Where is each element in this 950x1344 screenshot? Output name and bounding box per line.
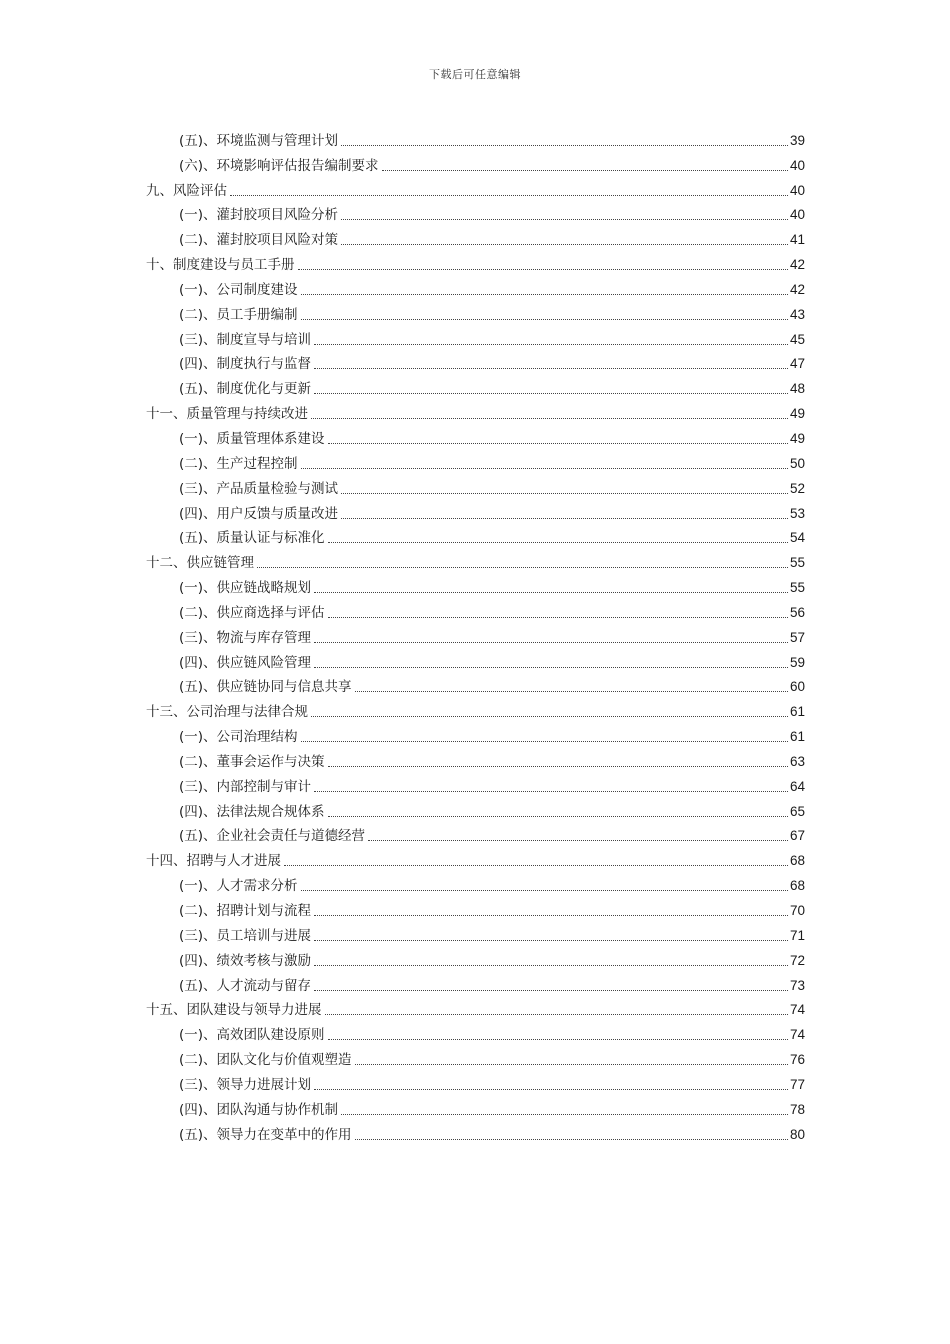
toc-entry-title: (六)、环境影响评估报告编制要求 [179,157,379,174]
toc-dot-leader [328,816,788,817]
toc-dot-leader [355,691,788,692]
toc-section-entry[interactable] [146,573,805,598]
toc-entry-page-number: 50 [789,455,805,471]
toc-entry-title: (五)、人才流动与留存 [179,977,312,994]
toc-dot-leader [301,890,788,891]
toc-dot-leader [311,716,788,717]
toc-dot-leader [328,1039,788,1040]
toc-entry-page-number: 49 [789,430,805,446]
toc-entry-page-number: 74 [789,1002,805,1018]
toc-dot-leader [341,1114,788,1115]
toc-section-entry[interactable] [146,921,805,946]
toc-entry-title: (五)、质量认证与标准化 [179,530,325,547]
toc-entry-title: (五)、领导力在变革中的作用 [179,1126,352,1143]
toc-section-entry[interactable] [146,424,805,449]
toc-dot-leader [328,542,788,543]
toc-dot-leader [328,443,788,444]
toc-entry-page-number: 76 [789,1052,805,1068]
toc-entry-page-number: 70 [789,903,805,918]
toc-entry-page-number: 74 [789,1027,805,1043]
toc-entry-page-number: 40 [789,207,805,223]
toc-dot-leader [314,915,788,916]
toc-dot-leader [314,667,788,668]
toc-section-entry[interactable] [146,623,805,648]
toc-section-entry[interactable] [146,201,805,226]
toc-entry-title: (四)、团队沟通与协作机制 [179,1101,339,1118]
toc-entry-page-number: 72 [789,952,805,968]
toc-dot-leader [341,145,788,146]
toc-entry-page-number: 63 [789,753,805,769]
toc-section-entry[interactable] [146,1070,805,1095]
toc-entry-page-number: 59 [789,654,805,670]
toc-entry-title: (二)、供应商选择与评估 [179,604,325,621]
toc-section-entry[interactable] [146,648,805,673]
page-header: 下载后可任意编辑 [429,68,521,81]
toc-dot-leader [314,592,788,593]
toc-dot-leader [355,1064,788,1065]
toc-section-entry[interactable] [146,896,805,921]
toc-entry-page-number: 42 [789,281,805,297]
toc-entry-page-number: 45 [789,331,805,347]
toc-entry-title: (四)、供应链风险管理 [179,654,312,671]
toc-entry-title: (一)、质量管理体系建设 [179,430,325,447]
toc-entry-page-number: 53 [789,505,805,521]
toc-dot-leader [314,940,788,941]
toc-entry-title: (二)、招聘计划与流程 [179,903,312,919]
toc-entry-title: (一)、人才需求分析 [179,878,298,895]
toc-chapter-entry[interactable] [146,548,805,573]
toc-dot-leader [284,865,788,866]
toc-entry-title: (三)、内部控制与审计 [179,778,312,795]
toc-section-entry[interactable] [146,822,805,847]
toc-entry-title: (一)、供应链战略规划 [179,580,312,597]
toc-entry-title: (一)、高效团队建设原则 [179,1027,325,1044]
toc-entry-title: 九、风险评估 [146,182,227,199]
toc-section-entry[interactable] [146,126,805,151]
toc-entry-page-number: 61 [789,729,805,745]
toc-entry-title: (五)、供应链协同与信息共享 [179,679,352,696]
toc-section-entry[interactable] [146,1095,805,1120]
toc-entry-page-number: 49 [789,406,805,422]
toc-chapter-entry[interactable] [146,176,805,201]
toc-section-entry[interactable] [146,1045,805,1070]
toc-entry-title: (一)、公司治理结构 [179,729,298,746]
toc-section-entry[interactable] [146,797,805,822]
toc-entry-title: (二)、员工手册编制 [179,306,298,323]
toc-entry-page-number: 60 [789,679,805,695]
toc-section-entry[interactable] [146,374,805,399]
toc-entry-page-number: 57 [789,629,805,645]
toc-section-entry[interactable] [146,598,805,623]
toc-dot-leader [341,518,788,519]
toc-dot-leader [314,965,788,966]
toc-entry-title: (二)、董事会运作与决策 [179,753,325,770]
toc-dot-leader [301,319,788,320]
toc-section-entry[interactable] [146,1120,805,1145]
toc-section-entry[interactable] [146,350,805,375]
toc-entry-page-number: 78 [789,1101,805,1117]
toc-entry-page-number: 42 [789,257,805,273]
toc-entry-page-number: 73 [789,977,805,993]
toc-entry-title: 十三、公司治理与法律合规 [146,704,308,721]
toc-chapter-entry[interactable] [146,846,805,871]
toc-dot-leader [314,344,788,345]
toc-dot-leader [301,741,788,742]
toc-entry-title: (一)、公司制度建设 [179,281,298,298]
toc-entry-page-number: 48 [789,381,805,397]
toc-entry-page-number: 71 [789,927,805,943]
toc-section-entry[interactable] [146,871,805,896]
toc-section-entry[interactable] [146,971,805,996]
toc-dot-leader [314,368,788,369]
toc-entry-page-number: 40 [789,157,805,173]
toc-dot-leader [382,170,788,171]
toc-entry-page-number: 68 [789,853,805,869]
toc-entry-page-number: 52 [789,480,805,496]
toc-entry-page-number: 41 [789,232,805,248]
toc-dot-leader [368,840,788,841]
toc-dot-leader [301,294,788,295]
toc-entry-title: (四)、绩效考核与激励 [179,952,312,969]
toc-entry-page-number: 77 [789,1076,805,1092]
toc-entry-page-number: 68 [789,878,805,894]
toc-entry-title: (五)、企业社会责任与道德经营 [179,828,366,845]
toc-chapter-entry[interactable] [146,250,805,275]
table-of-contents [146,126,805,1145]
toc-entry-page-number: 80 [789,1126,805,1142]
toc-entry-page-number: 67 [789,828,805,844]
toc-entry-page-number: 61 [789,704,805,720]
toc-entry-title: (一)、灌封胶项目风险分析 [179,207,339,224]
toc-entry-title: 十五、团队建设与领导力进展 [146,1002,322,1019]
toc-section-entry[interactable] [146,449,805,474]
toc-entry-title: (二)、灌封胶项目风险对策 [179,232,339,249]
toc-entry-page-number: 55 [789,580,805,596]
toc-dot-leader [314,642,788,643]
toc-dot-leader [298,269,788,270]
toc-dot-leader [328,766,788,767]
toc-section-entry[interactable] [146,524,805,549]
toc-entry-title: 十、制度建设与员工手册 [146,257,295,274]
toc-section-entry[interactable] [146,747,805,772]
toc-entry-page-number: 54 [789,530,805,546]
toc-dot-leader [311,418,788,419]
toc-entry-title: (二)、生产过程控制 [179,455,298,472]
toc-dot-leader [314,791,788,792]
toc-section-entry[interactable] [146,474,805,499]
toc-entry-page-number: 40 [789,182,805,198]
toc-entry-title: (五)、环境监测与管理计划 [179,132,339,149]
toc-dot-leader [257,567,788,568]
toc-entry-page-number: 39 [789,132,805,148]
toc-dot-leader [230,195,788,196]
toc-section-entry[interactable] [146,300,805,325]
toc-entry-page-number: 64 [789,778,805,794]
toc-dot-leader [328,617,788,618]
toc-section-entry[interactable] [146,772,805,797]
toc-section-entry[interactable] [146,673,805,698]
toc-entry-title: 十二、供应链管理 [146,555,254,572]
toc-entry-title: (三)、物流与库存管理 [179,629,312,646]
toc-entry-title: (四)、制度执行与监督 [179,356,312,373]
toc-section-entry[interactable] [146,1020,805,1045]
toc-chapter-entry[interactable] [146,996,805,1021]
toc-entry-page-number: 43 [789,306,805,322]
toc-chapter-entry[interactable] [146,399,805,424]
toc-dot-leader [341,244,788,245]
toc-entry-title: (三)、制度宣导与培训 [179,331,312,348]
toc-entry-page-number: 65 [789,803,805,819]
toc-section-entry[interactable] [146,499,805,524]
toc-section-entry[interactable] [146,151,805,176]
toc-dot-leader [355,1139,788,1140]
toc-dot-leader [341,219,788,220]
toc-section-entry[interactable] [146,275,805,300]
toc-entry-title: (五)、制度优化与更新 [179,381,312,398]
toc-dot-leader [325,1014,788,1015]
toc-dot-leader [314,393,788,394]
toc-section-entry[interactable] [146,722,805,747]
toc-section-entry[interactable] [146,225,805,250]
toc-section-entry[interactable] [146,946,805,971]
toc-entry-title: (三)、员工培训与进展 [179,927,312,944]
toc-entry-title: (二)、团队文化与价值观塑造 [179,1052,352,1069]
toc-dot-leader [301,468,788,469]
toc-entry-title: (四)、法律法规合规体系 [179,803,325,820]
toc-entry-title: (三)、产品质量检验与测试 [179,480,339,497]
toc-entry-page-number: 56 [789,604,805,620]
toc-entry-title: (三)、领导力进展计划 [179,1076,312,1093]
toc-chapter-entry[interactable] [146,697,805,722]
toc-entry-title: 十一、质量管理与持续改进 [146,406,308,423]
toc-dot-leader [341,493,788,494]
toc-dot-leader [314,990,788,991]
toc-entry-title: 十四、招聘与人才进展 [146,853,281,870]
toc-entry-title: (四)、用户反馈与质量改进 [179,505,339,522]
toc-dot-leader [314,1089,788,1090]
toc-section-entry[interactable] [146,325,805,350]
toc-entry-page-number: 47 [789,356,805,372]
toc-entry-page-number: 55 [789,555,805,571]
